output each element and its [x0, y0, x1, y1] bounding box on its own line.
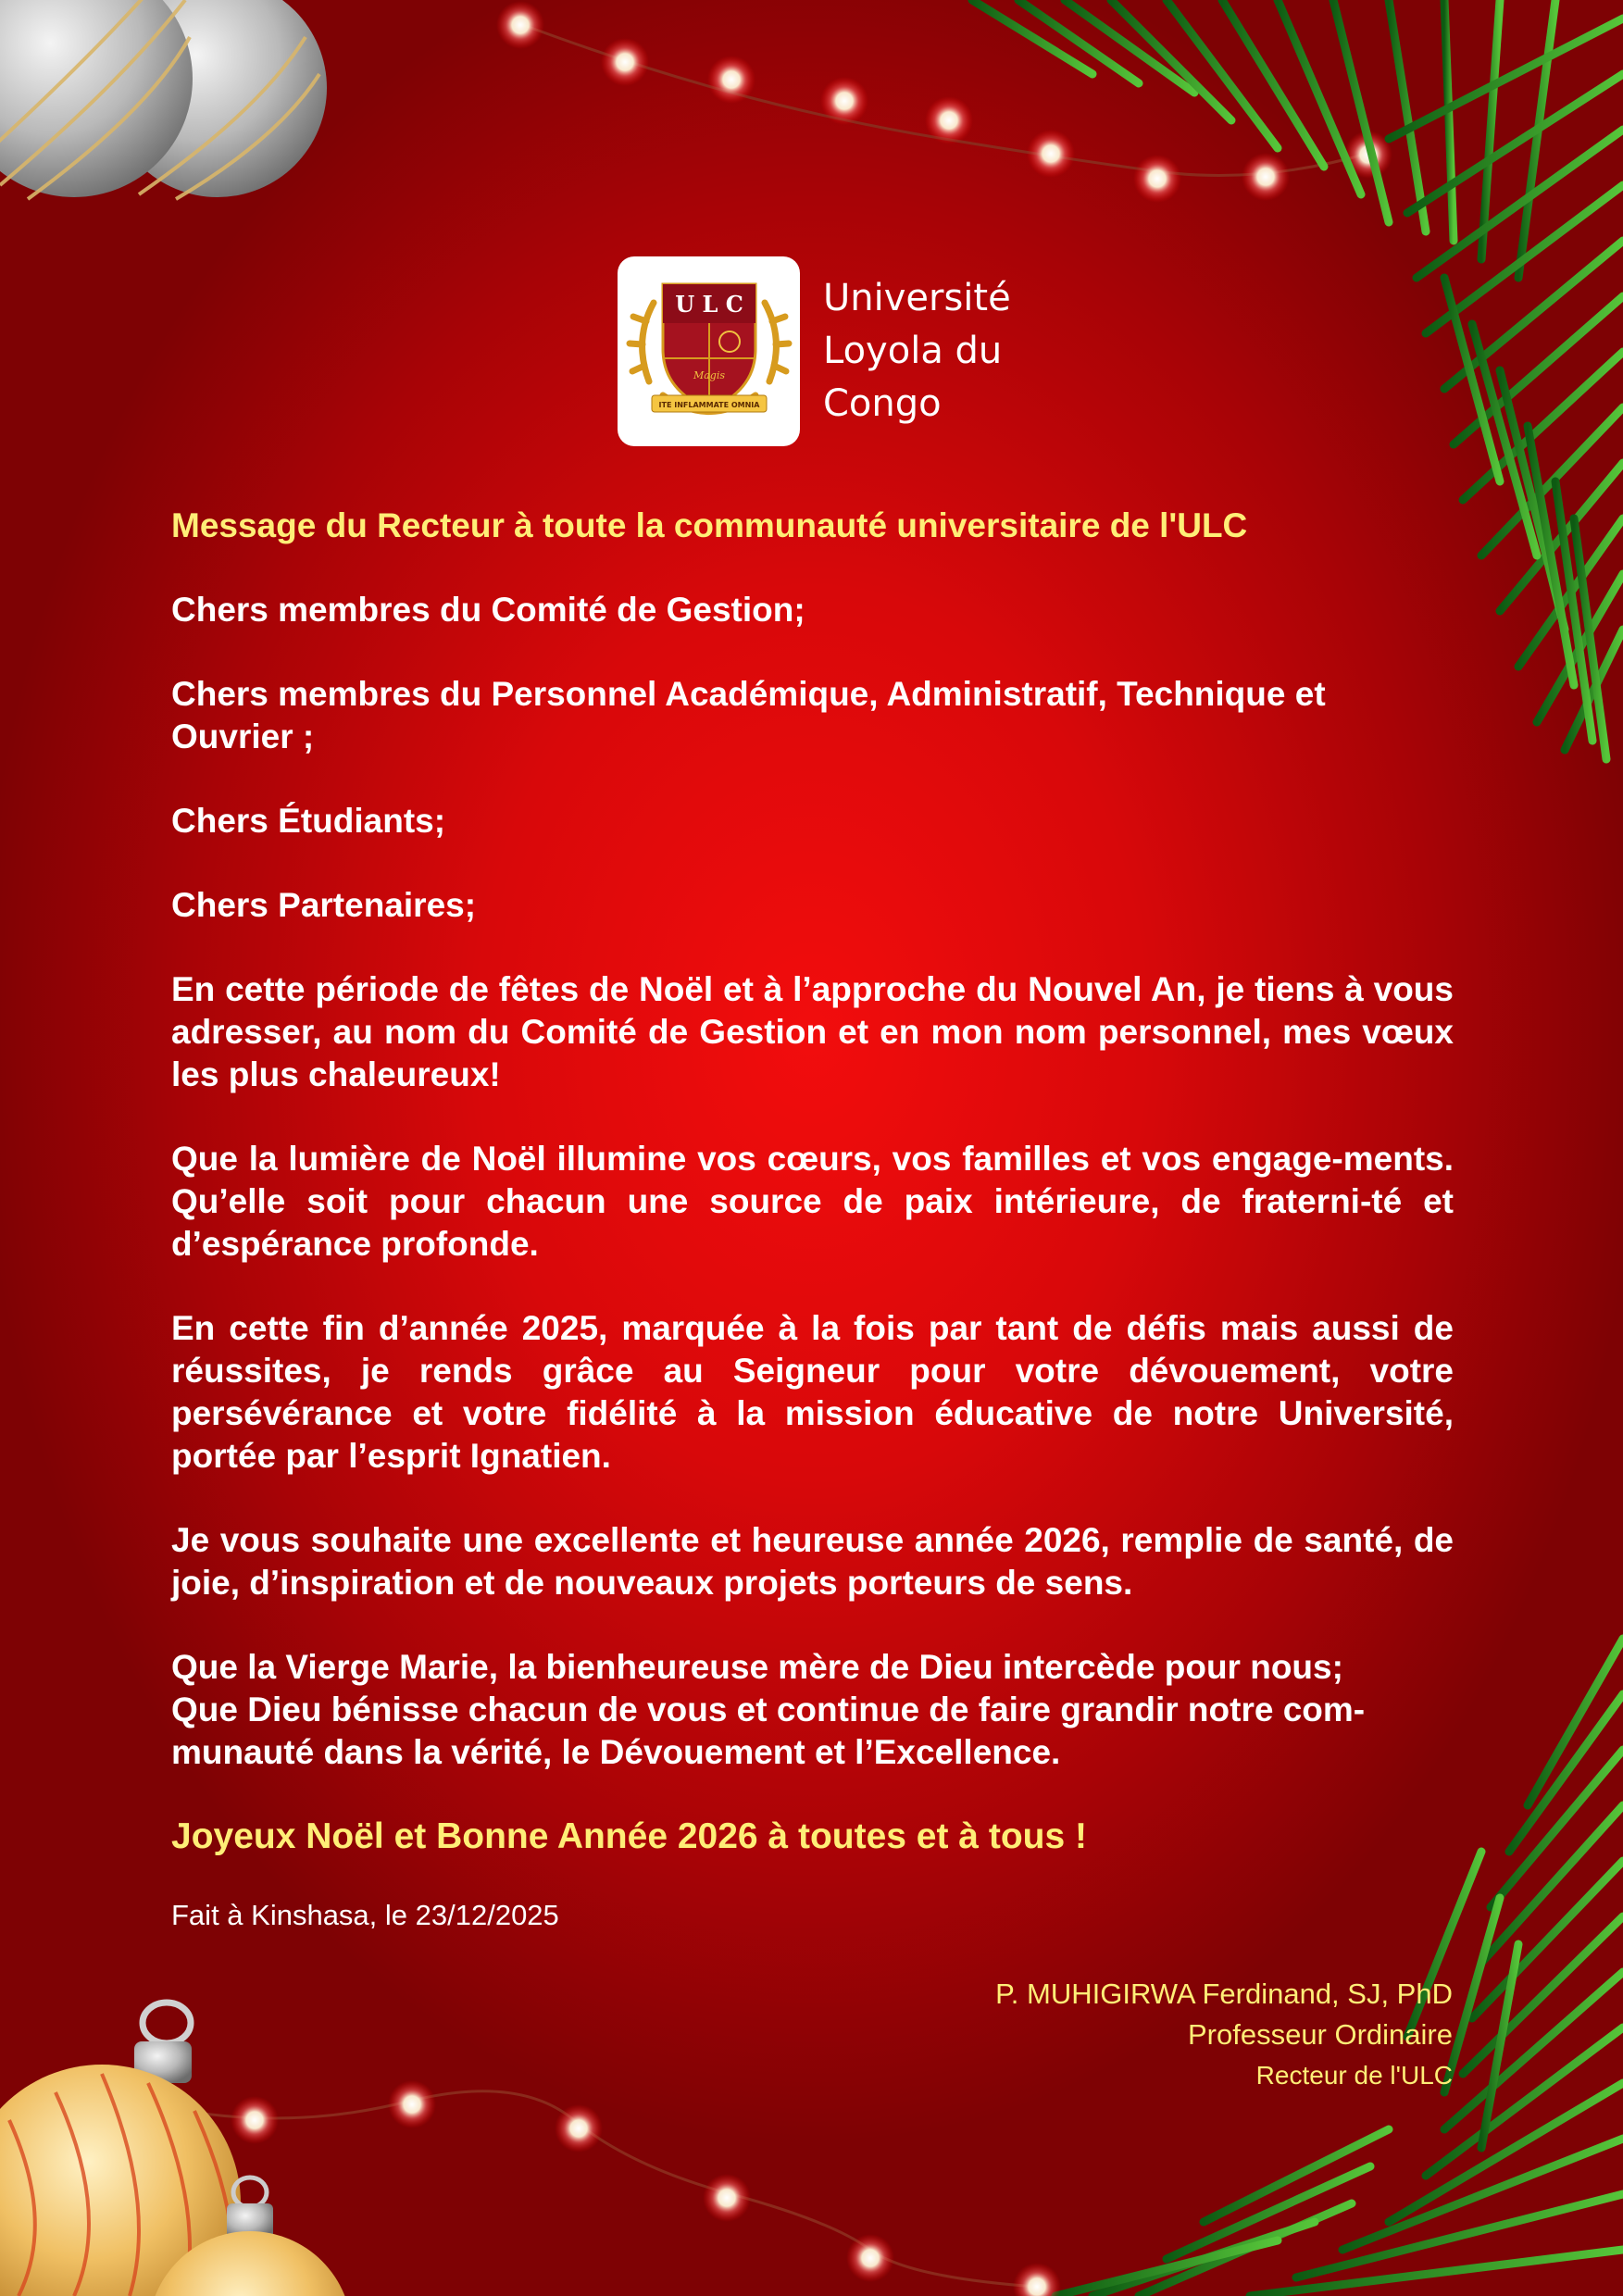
greeting-students: Chers Étudiants;	[171, 802, 446, 840]
place-date: Fait à Kinshasa, le 23/12/2025	[171, 1899, 559, 1931]
signatory-name: P. MUHIGIRWA Ferdinand, SJ, PhD	[995, 1978, 1453, 2010]
letter-body	[171, 505, 1454, 1934]
university-name-line-3: Congo	[823, 382, 942, 425]
svg-text:ITE INFLAMMATE OMNIA: ITE INFLAMMATE OMNIA	[658, 401, 759, 409]
university-logo	[618, 256, 800, 446]
university-name-line-1: Université	[823, 277, 1011, 319]
silver-ornaments	[0, 0, 327, 199]
signatory-title: Professeur Ordinaire	[1187, 2018, 1453, 2051]
ulc-crest-icon	[626, 266, 793, 437]
greeting-partners: Chers Partenaires;	[171, 886, 477, 924]
university-name	[823, 272, 1011, 430]
paragraph-wishes: En cette période de fêtes de Noël et à l’approche du Nouvel An, je tiens à vous adresser, au nom du Comité de Gestion et en mon nom personnel, mes vœux les plus chaleureux!	[171, 970, 1454, 1093]
gold-ornaments	[0, 2003, 352, 2296]
svg-text:U L C: U L C	[674, 291, 743, 318]
greeting-committee: Chers membres du Comité de Gestion;	[171, 591, 805, 629]
light-string-top	[496, 1, 1392, 203]
paragraph-new-year: Je vous souhaite une excellente et heureuse année 2026, remplie de santé, de joie, d’inspiration et de nouveaux projets porteurs de sens.	[171, 1521, 1454, 1602]
signature-block	[995, 1974, 1453, 2096]
paragraph-year-end: En cette fin d’année 2025, marquée à la fois par tant de défis mais aussi de réussites, je rends grâce au Seigneur pour votre dévouement, votre persévérance et votre fidélité à la mission éducative de notre Université, portée par l’esprit Ignatien.	[171, 1309, 1454, 1475]
season-wishes: Joyeux Noël et Bonne Année 2026 à toutes et à tous !	[171, 1816, 1087, 1856]
university-header	[618, 256, 1011, 446]
svg-text:Magis: Magis	[693, 369, 725, 381]
signatory-role: Recteur de l'ULC	[1255, 2061, 1453, 2090]
closing-prayer-2: Que Dieu bénisse chacun de vous et continue de faire grandir notre com-munauté dans la vérité, le Dévouement et l’Excellence.	[171, 1691, 1366, 1771]
paragraph-light: Que la lumière de Noël illumine vos cœurs, vos familles et vos engage-ments. Qu’elle soit pour chacun une source de paix intérieure, de fraterni-té et d’espérance profonde.	[171, 1140, 1454, 1263]
university-name-line-2: Loyola du	[823, 330, 1003, 372]
letter-title: Message du Recteur à toute la communauté universitaire de l'ULC	[171, 506, 1248, 544]
greeting-staff: Chers membres du Personnel Académique, Administratif, Technique et Ouvrier ;	[171, 675, 1326, 755]
closing-prayer-1: Que la Vierge Marie, la bienheureuse mère de Dieu intercède pour nous;	[171, 1648, 1343, 1686]
